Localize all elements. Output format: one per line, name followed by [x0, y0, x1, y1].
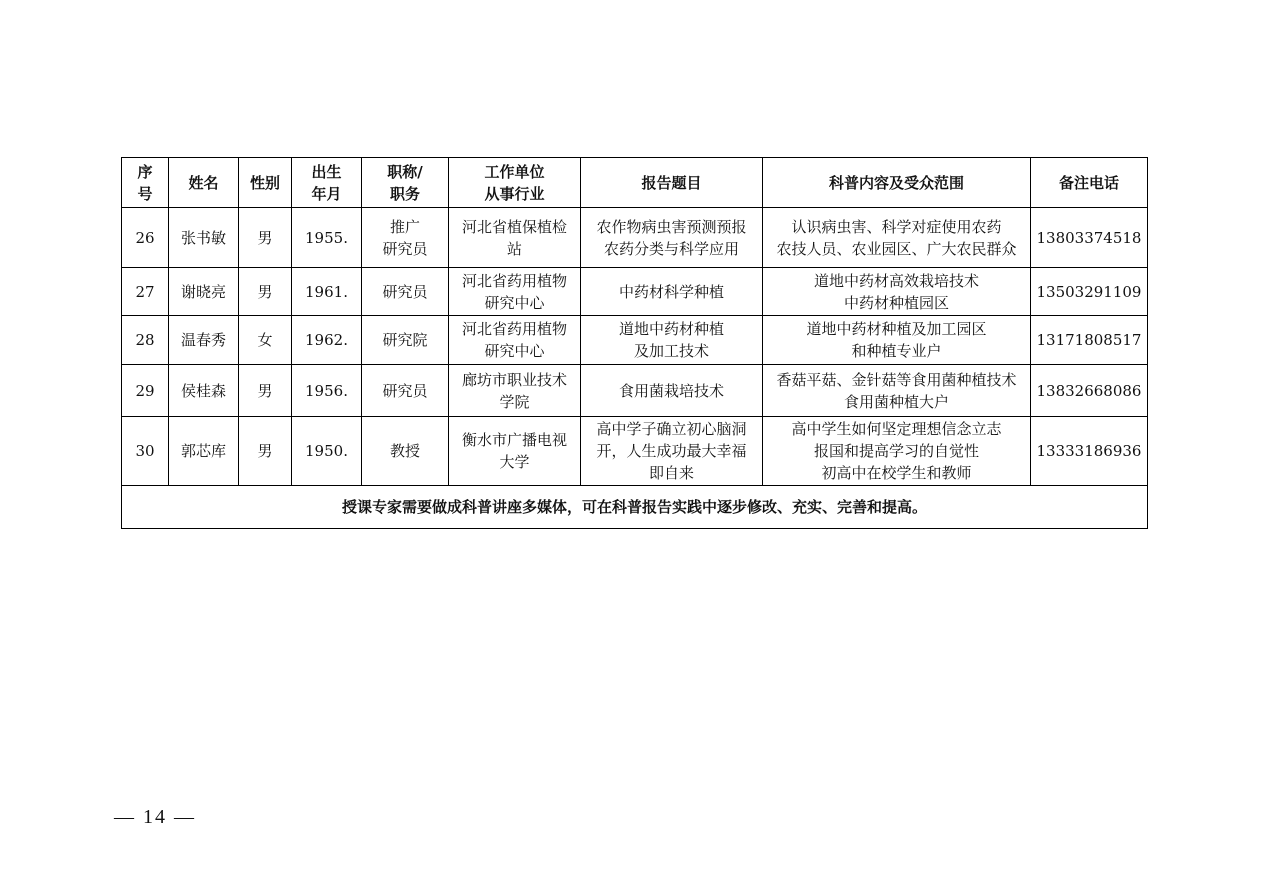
cell-line: 廊坊市职业技术	[461, 370, 567, 389]
cell-title	[362, 208, 449, 268]
cell-line: 教授	[389, 442, 420, 460]
cell-line: 食用菌栽培技术	[618, 381, 724, 400]
cell-line: 农技人员、农业园区、广大农民群众	[776, 239, 1017, 258]
cell-content	[763, 208, 1031, 268]
cell-birth: 1950.	[292, 417, 362, 486]
cell-unit	[449, 316, 581, 365]
cell-topic	[581, 208, 763, 268]
cell-birth: 1962.	[292, 316, 362, 365]
header-name	[169, 158, 239, 208]
cell-line: 报国和提高学习的自觉性	[813, 442, 979, 460]
cell-phone: 13503291109	[1031, 268, 1148, 316]
cell-content	[763, 417, 1031, 486]
cell-birth: 1955.	[292, 208, 362, 268]
cell-unit	[449, 365, 581, 417]
cell-line: 河北省药用植物	[461, 271, 567, 290]
cell-line: 研究员	[382, 239, 428, 258]
cell-line: 道地中药材高效栽培技术	[813, 271, 979, 290]
header-topic	[581, 158, 763, 208]
cell-line: 推广	[389, 217, 420, 236]
cell-phone: 13333186936	[1031, 417, 1148, 486]
cell-line: 农药分类与科学应用	[603, 239, 739, 258]
cell-content	[763, 268, 1031, 316]
table-row	[122, 365, 1148, 417]
cell-topic	[581, 316, 763, 365]
header-unit	[449, 158, 581, 208]
cell-title	[362, 365, 449, 417]
cell-line: 学院	[499, 392, 530, 411]
cell-unit	[449, 268, 581, 316]
header-line: 从事行业	[484, 184, 545, 203]
cell-line: 和种植专业户	[851, 342, 942, 360]
cell-line: 研究员	[382, 282, 428, 301]
cell-line: 大学	[499, 453, 530, 471]
table-row	[122, 316, 1148, 365]
table-row	[122, 208, 1148, 268]
cell-line: 中药材种植园区	[843, 293, 949, 312]
header-line: 职务	[389, 184, 420, 203]
cell-line: 河北省药用植物	[461, 320, 567, 338]
cell-line: 认识病虫害、科学对症使用农药	[791, 217, 1002, 236]
cell-name: 郭芯库	[169, 417, 239, 486]
cell-topic	[581, 365, 763, 417]
cell-name: 侯桂森	[169, 365, 239, 417]
cell-no: 26	[122, 208, 169, 268]
cell-line: 研究员	[382, 381, 428, 400]
cell-unit	[449, 417, 581, 486]
cell-line: 道地中药材种植及加工园区	[806, 320, 987, 338]
header-line: 报告题目	[641, 173, 702, 192]
header-birth	[292, 158, 362, 208]
table-note-row	[122, 486, 1148, 529]
cell-line: 河北省植保植检	[461, 217, 567, 236]
header-line: 工作单位	[484, 162, 545, 181]
cell-line: 研究中心	[484, 342, 545, 360]
cell-name: 谢晓亮	[169, 268, 239, 316]
table-header-row	[122, 158, 1148, 208]
cell-line: 食用菌种植大户	[843, 392, 949, 411]
cell-line: 道地中药材种植	[618, 320, 724, 338]
header-line: 姓名	[188, 173, 219, 192]
experts-table	[121, 157, 1148, 529]
header-line: 号	[137, 184, 153, 203]
cell-no: 27	[122, 268, 169, 316]
cell-line: 初高中在校学生和教师	[821, 464, 972, 482]
cell-no: 28	[122, 316, 169, 365]
header-line: 科普内容及受众范围	[828, 173, 964, 192]
cell-gender: 男	[239, 208, 292, 268]
cell-topic	[581, 268, 763, 316]
cell-gender: 男	[239, 417, 292, 486]
cell-line: 即自来	[648, 464, 694, 482]
cell-gender: 女	[239, 316, 292, 365]
header-line: 备注电话	[1058, 173, 1119, 192]
cell-no: 29	[122, 365, 169, 417]
cell-name: 温春秀	[169, 316, 239, 365]
cell-line: 及加工技术	[633, 342, 709, 360]
header-content	[763, 158, 1031, 208]
cell-gender: 男	[239, 365, 292, 417]
cell-line: 香菇平菇、金针菇等食用菌种植技术	[776, 370, 1017, 389]
header-title	[362, 158, 449, 208]
cell-line: 衡水市广播电视	[461, 431, 567, 449]
cell-title	[362, 417, 449, 486]
page-number: — 14 —	[114, 806, 196, 828]
cell-no: 30	[122, 417, 169, 486]
cell-line: 研究院	[382, 331, 428, 349]
cell-gender: 男	[239, 268, 292, 316]
cell-line: 高中学生如何坚定理想信念立志	[791, 420, 1002, 438]
header-line: 出生	[311, 162, 342, 181]
header-line: 职称/	[387, 162, 423, 181]
cell-line: 农作物病虫害预测预报	[596, 217, 747, 236]
header-line: 性别	[249, 173, 280, 192]
table-body	[122, 208, 1148, 486]
cell-phone: 13171808517	[1031, 316, 1148, 365]
cell-phone: 13832668086	[1031, 365, 1148, 417]
header-line: 序	[137, 162, 153, 181]
cell-phone: 13803374518	[1031, 208, 1148, 268]
cell-title	[362, 268, 449, 316]
cell-topic	[581, 417, 763, 486]
header-gender	[239, 158, 292, 208]
cell-content	[763, 365, 1031, 417]
cell-birth: 1961.	[292, 268, 362, 316]
table-row	[122, 417, 1148, 486]
header-line: 年月	[311, 184, 342, 203]
header-phone	[1031, 158, 1148, 208]
table-row	[122, 268, 1148, 316]
cell-line: 高中学子确立初心脑洞	[596, 420, 747, 438]
cell-unit	[449, 208, 581, 268]
cell-line: 开，人生成功最大幸福	[596, 442, 747, 460]
cell-birth: 1956.	[292, 365, 362, 417]
cell-line: 研究中心	[484, 293, 545, 312]
cell-title	[362, 316, 449, 365]
cell-content	[763, 316, 1031, 365]
table-note: 授课专家需要做成科普讲座多媒体，可在科普报告实践中逐步修改、充实、完善和提高。	[122, 486, 1148, 529]
header-no	[122, 158, 169, 208]
cell-line: 中药材科学种植	[618, 282, 724, 301]
cell-name: 张书敏	[169, 208, 239, 268]
cell-line: 站	[506, 239, 522, 258]
